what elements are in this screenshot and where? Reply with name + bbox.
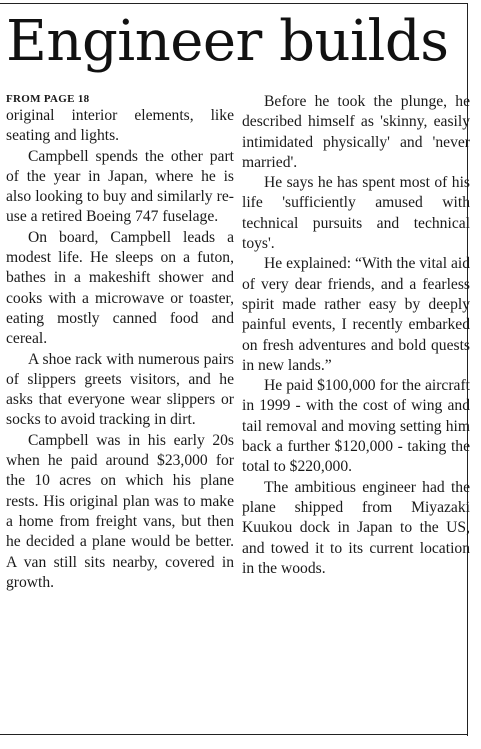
- top-rule: [0, 3, 468, 4]
- paragraph: On board, Campbell leads a modest life. He sleeps on a futon, bathes in a makeshift shower and cooks with a microwave or toaster, eating mostly canned food and cereal.: [6, 228, 234, 348]
- bottom-rule: [0, 734, 468, 735]
- right-column: [242, 92, 470, 579]
- paragraph: The ambitious engineer had the plane shipped from Miyazaki Kuukou dock in Japan to the US, and towed it to its current location in the woods.: [242, 478, 470, 577]
- paragraph: Campbell was in his early 20s when he paid around $23,000 for the 10 acres on which his plane rests. His original plan was to make a home from freight vans, but then he decided a plane would be better. A van still sits nearby, covered in growth.: [6, 431, 234, 591]
- paragraph: original interior elements, like seating and lights.: [6, 107, 234, 145]
- headline: Engineer builds: [6, 9, 449, 74]
- paragraph: Before he took the plunge, he described himself as 'skinny, easily intimidated physically' and 'never married'.: [242, 93, 470, 171]
- paragraph: He paid $100,000 for the aircraft in 1999 - with the cost of wing and tail removal and moving setting him back a further $120,000 - taking the total to $220,000.: [242, 377, 470, 476]
- paragraph: He explained: “With the vital aid of very dear friends, and a fearless spirit made rather easy by deeply painful events, I recently embarked on fresh adventures and bold quests in new lands.”: [242, 255, 470, 374]
- paragraph: A shoe rack with numerous pairs of slippers greets visitors, and he asks that everyone wear slippers or socks to avoid tracking in dirt.: [6, 350, 234, 429]
- paragraph: He says he has spent most of his life 'sufficiently amused with technical pursuits and technical toys'.: [242, 174, 470, 253]
- paragraph: Campbell spends the other part of the year in Japan, where he is also looking to buy and similarly re-use a retired Boeing 747 fuselage.: [6, 147, 234, 226]
- left-column: [6, 92, 234, 593]
- jump-line: FROM PAGE 18: [6, 93, 90, 105]
